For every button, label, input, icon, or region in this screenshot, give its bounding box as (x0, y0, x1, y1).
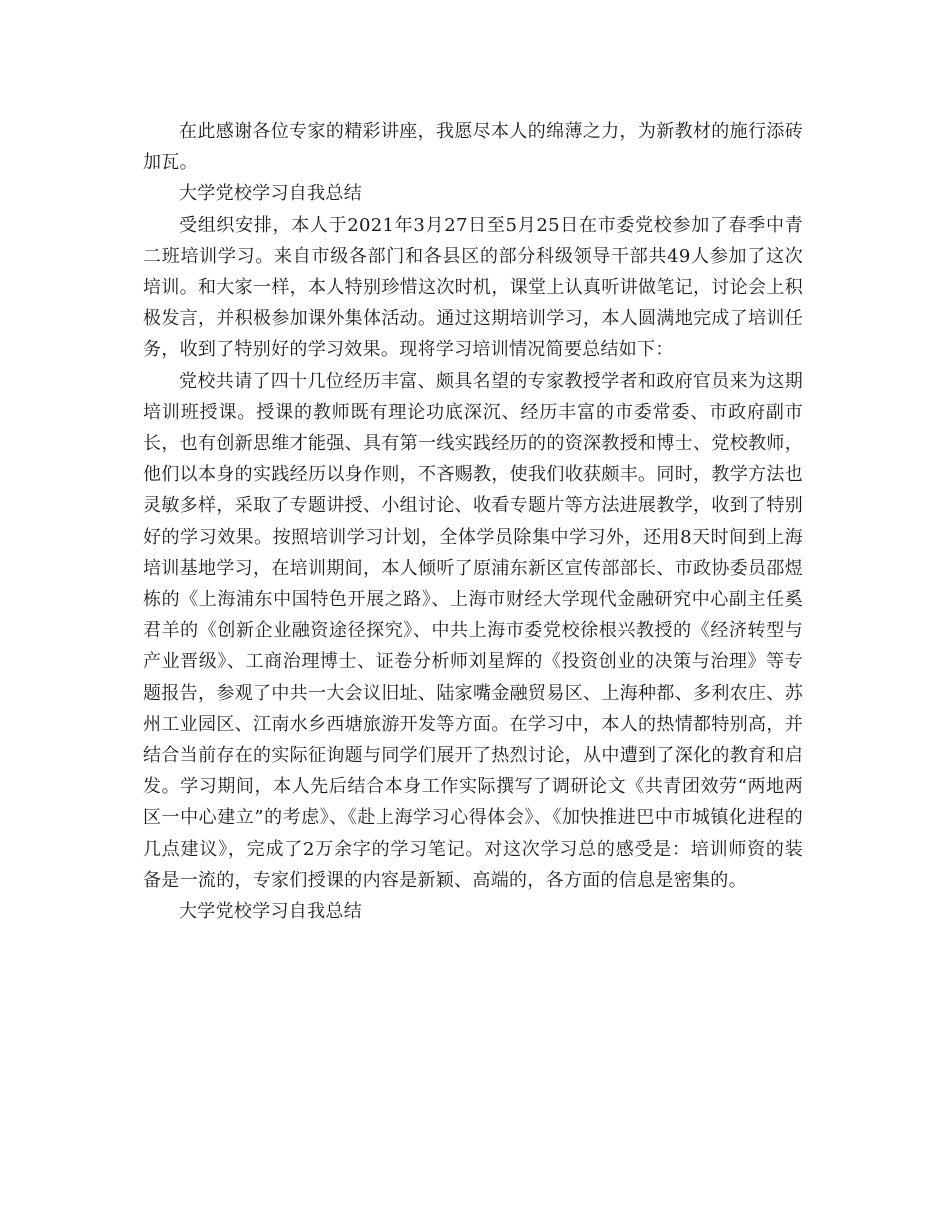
paragraph-intro: 受组织安排，本人于2021年3月27日至5月25日在市委党校参加了春季中青二班培训学习。来自市级各部门和各县区的部分科级领导干部共49人参加了这次培训。和大家一样，本人特别珍惜这次时机，课堂上认真听讲做笔记，讨论会上积极发言，并积极参加课外集体活动。通过这期培训学习，本人圆满地完成了培训任务，收到了特别好的学习效果。现将学习培训情况简要总结如下： (143, 214, 803, 361)
document-body (143, 116, 803, 927)
section-heading-repeat: 大学党校学习自我总结 (179, 901, 362, 923)
paragraph-closing-thanks: 在此感谢各位专家的精彩讲座，我愿尽本人的绵薄之力，为新教材的施行添砖加瓦。 (143, 121, 803, 174)
paragraph-training-details: 党校共请了四十几位经历丰富、颇具名望的专家教授学者和政府官员来为这期培训班授课。授课的教师既有理论功底深沉、经历丰富的市委常委、市政府副市长，也有创新思维才能强、具有第一线实践经历的的资深教授和博士、党校教师，他们以本身的实践经历以身作则，不吝赐教，使我们收获颇丰。同时，教学方法也灵敏多样，采取了专题讲授、小组讨论、收看专题片等方法进展教学，收到了特别好的学习效果。按照培训学习计划，全体学员除集中学习外，还用8天时间到上海培训基地学习，在培训期间，本人倾听了原浦东新区宣传部部长、市政协委员邵煜栋的《上海浦东中国特色开展之路》、上海市财经大学现代金融研究中心副主任奚君羊的《创新企业融资途径探究》、中共上海市委党校徐根兴教授的《经济转型与产业晋级》、工商治理博士、证卷分析师刘星辉的《投资创业的决策与治理》等专题报告，参观了中共一大会议旧址、陆家嘴金融贸易区、上海种都、多利农庄、苏州工业园区、江南水乡西塘旅游开发等方面。在学习中，本人的热情都特别高，并结合当前存在的实际征询题与同学们展开了热烈讨论，从中遭到了深化的教育和启发。学习期间，本人先后结合本身工作实际撰写了调研论文《共青团效劳“两地两区一中心建立”的考虑》、《赴上海学习心得体会》、《加快推进巴中市城镇化进程的几点建议》，完成了2万余字的学习笔记。对这次学习总的感受是：培训师资的装备是一流的，专家们授课的内容是新颖、高端的，各方面的信息是密集的。 (143, 370, 803, 891)
section-heading: 大学党校学习自我总结 (179, 183, 362, 205)
